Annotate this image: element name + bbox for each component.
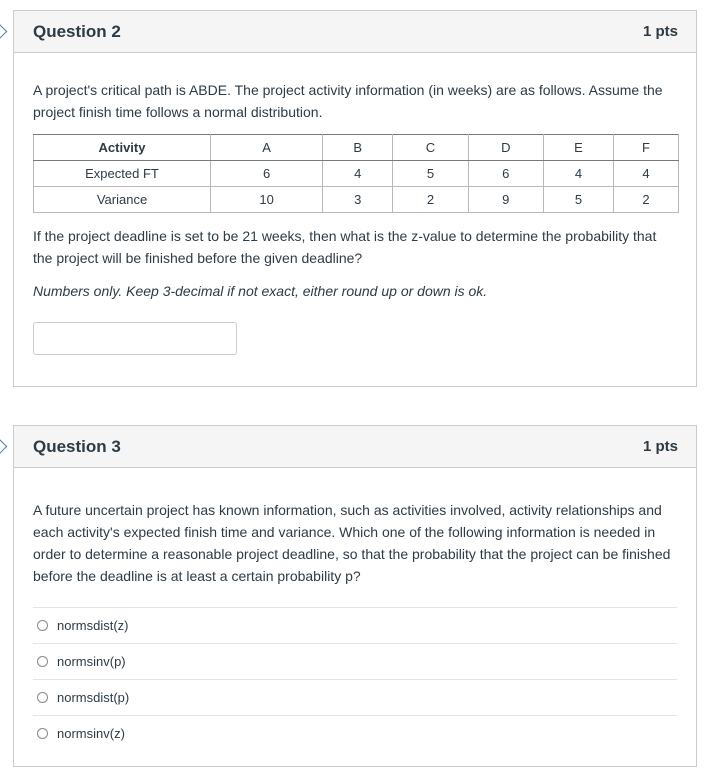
table-cell: Expected FT (34, 161, 211, 187)
radio-button[interactable] (37, 728, 48, 739)
answer-hint: Numbers only. Keep 3-decimal if not exact, either round up or down is ok. (33, 283, 488, 299)
question-2-header (14, 11, 696, 53)
table-cell: 3 (323, 187, 393, 213)
table-header-cell: B (323, 135, 393, 161)
table-cell: Variance (34, 187, 211, 213)
option-label: normsinv(p) (57, 654, 126, 669)
radio-button[interactable] (37, 656, 48, 667)
table-header-cell: C (393, 135, 468, 161)
chevron-right-icon[interactable] (0, 24, 7, 40)
question-3-header (14, 426, 696, 468)
question-title: Question 2 (33, 21, 121, 41)
question-2-body (14, 53, 696, 355)
question-2-card (13, 10, 697, 387)
table-cell: 9 (468, 187, 543, 213)
question-3-body (14, 468, 696, 751)
table-cell: 2 (393, 187, 468, 213)
table-header-cell: A (211, 135, 323, 161)
question-prompt: If the project deadline is set to be 21 weeks, then what is the z-value to determine the probability that the project will be finished before the given deadline? (33, 228, 657, 266)
table-header-cell: E (543, 135, 613, 161)
table-header-row (34, 135, 679, 161)
option-label: normsinv(z) (57, 726, 125, 741)
table-cell: 10 (211, 187, 323, 213)
question-points: 1 pts (642, 438, 678, 455)
question-prompt: A future uncertain project has known information, such as activities involved, activity relationships and each activity's expected finish time and variance. Which one of the following information is needed in order to determine a reasonable project deadline, so that the probability that the project can be finished before the deadline is at least a certain probability p? (33, 502, 671, 584)
table-cell: 4 (323, 161, 393, 187)
table-cell: 4 (543, 161, 613, 187)
question-points: 1 pts (642, 23, 678, 40)
table-cell: 4 (614, 161, 679, 187)
question-intro: A project's critical path is ABDE. The project activity information (in weeks) are as follows. Assume the project finish time follows a normal distribution. (33, 82, 663, 120)
table-cell: 5 (393, 161, 468, 187)
table-header-cell: D (468, 135, 543, 161)
table-row (34, 187, 679, 213)
table-header-cell: Activity (34, 135, 211, 161)
table-row (34, 161, 679, 187)
table-cell: 2 (614, 187, 679, 213)
question-title: Question 3 (33, 436, 121, 456)
table-cell: 6 (211, 161, 323, 187)
answer-option[interactable] (33, 679, 677, 715)
answer-option[interactable] (33, 643, 677, 679)
activity-table (33, 134, 679, 213)
radio-button[interactable] (37, 692, 48, 703)
radio-button[interactable] (37, 620, 48, 631)
answer-input[interactable] (33, 322, 237, 355)
chevron-right-icon[interactable] (0, 439, 7, 455)
answer-option[interactable] (33, 715, 677, 751)
table-header-cell: F (614, 135, 679, 161)
question-3-card (13, 425, 697, 767)
table-cell: 6 (468, 161, 543, 187)
answer-options (33, 607, 677, 751)
option-label: normsdist(z) (57, 618, 129, 633)
answer-option[interactable] (33, 607, 677, 643)
option-label: normsdist(p) (57, 690, 130, 705)
table-cell: 5 (543, 187, 613, 213)
